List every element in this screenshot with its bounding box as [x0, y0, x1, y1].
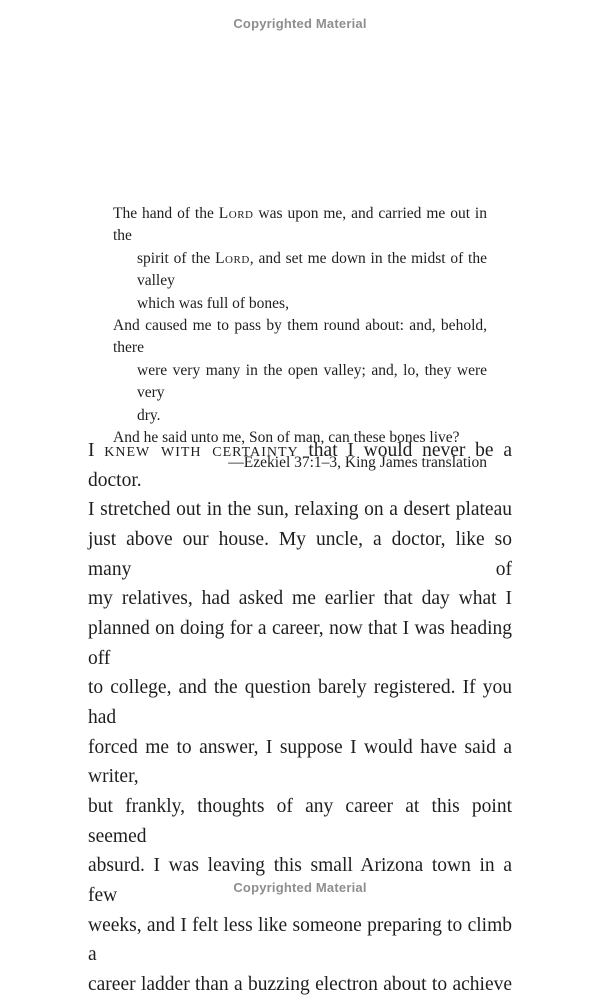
- body-line: just above our house. My uncle, a doctor, like so many of: [88, 528, 512, 580]
- epigraph-attribution: —Ezekiel 37:1–3, King James translation: [228, 454, 487, 472]
- body-line: planned on doing for a career, now that I was heading off: [88, 617, 512, 669]
- body-line: but frankly, thoughts of any career at this point seemed: [88, 795, 512, 847]
- body-line: career ladder than a buzzing electron about to achieve: [88, 973, 512, 995]
- epigraph-line: spirit of the Lord, and set me down in the midst of the valley: [137, 249, 487, 290]
- copyright-banner-top: Copyrighted Material: [233, 16, 367, 31]
- copyright-banner-bottom: Copyrighted Material: [233, 880, 367, 895]
- body-line: my relatives, had asked me earlier that day what I: [88, 588, 512, 610]
- body-line: I knew with certainty that I would never be a doctor.: [88, 440, 512, 491]
- epigraph-line: And he said unto me, Son of man, can these bones live?: [113, 429, 460, 447]
- epigraph-line: dry.: [137, 406, 161, 424]
- body-line: forced me to answer, I suppose I would have said a writer,: [88, 736, 512, 788]
- epigraph-line: And caused me to pass by them round about: and, behold, there: [113, 317, 487, 357]
- body-paragraph: [88, 436, 512, 999]
- body-line: weeks, and I felt less like someone preparing to climb a: [88, 914, 512, 966]
- body-line: I stretched out in the sun, relaxing on a desert plateau: [88, 499, 512, 521]
- epigraph: [113, 203, 487, 475]
- body-line: absurd. I was leaving this small Arizona town in a few: [88, 855, 512, 906]
- epigraph-line: which was full of bones,: [137, 294, 289, 312]
- epigraph-lines: [113, 203, 487, 449]
- body-lines: [88, 436, 512, 999]
- epigraph-line: were very many in the open valley; and, lo, they were very: [137, 361, 487, 402]
- epigraph-line: The hand of the Lord was upon me, and carried me out in the: [113, 205, 487, 245]
- body-line: to college, and the question barely registered. If you had: [88, 677, 512, 728]
